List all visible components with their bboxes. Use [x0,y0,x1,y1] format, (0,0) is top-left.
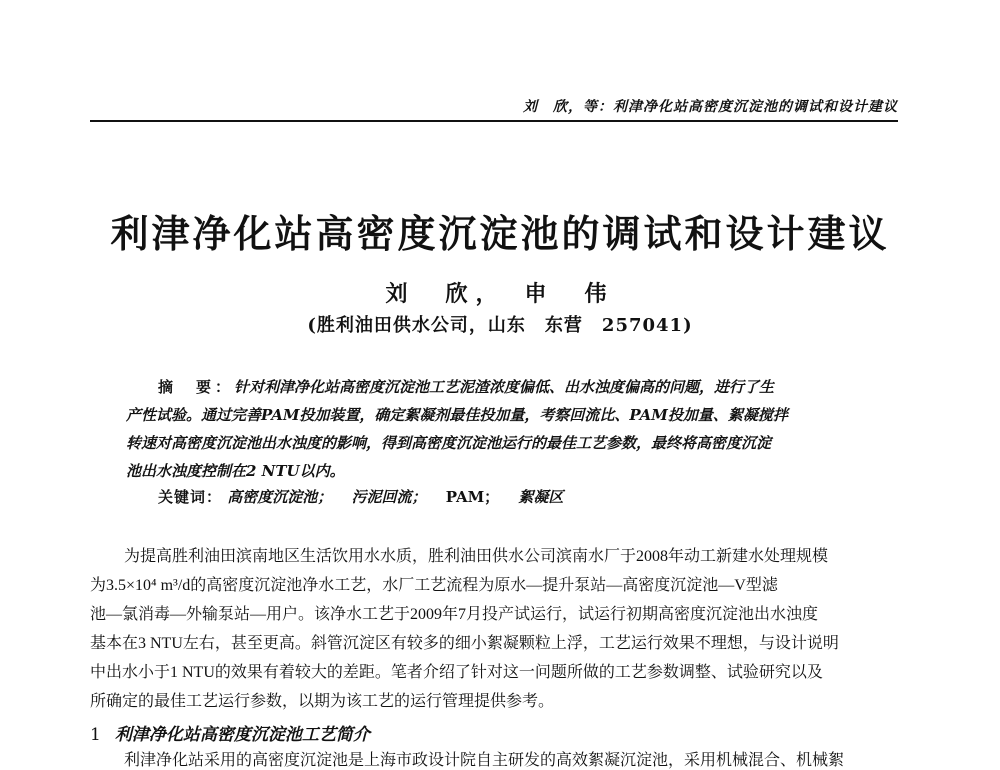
abstract [126,373,872,485]
authors: 刘 欣， 申 伟 [385,281,615,307]
header-rule [90,120,898,122]
keyword: PAM； [445,488,500,506]
body-line-cutoff: 利津净化站采用的高密度沉淀池是上海市政设计院自主研发的高效絮凝沉淀池，采用机械混合、机械絮 [124,752,845,769]
keyword: 絮凝区 [518,488,564,506]
body-line: 中出水小于1 NTU的效果有着较大的差距。笔者介绍了针对这一问题所做的工艺参数调整、试验研究以及 [90,664,823,681]
keywords [158,486,577,507]
abstract-line: 池出水浊度控制在2 NTU以内。 [126,462,345,480]
abstract-line: 产性试验。通过完善PAM投加装置，确定絮凝剂最佳投加量，考察回流比、PAM投加量、絮凝搅拌 [126,406,788,424]
section-title: 利津净化站高密度沉淀池工艺简介 [114,725,370,745]
keywords-label: 关键词： [158,488,223,506]
section-number: 1 [90,725,101,745]
abstract-label: 摘 要： [158,378,235,396]
affiliation: (胜利油田供水公司，山东 东营 257041) [307,315,693,336]
keyword: 污泥回流； [351,488,427,506]
paper-title: 利津净化站高密度沉淀池的调试和设计建议 [110,211,890,256]
running-head: 刘 欣，等：利津净化站高密度沉淀池的调试和设计建议 [523,99,898,115]
abstract-line: 转速对高密度沉淀池出水浊度的影响，得到高密度沉淀池运行的最佳工艺参数，最终将高密度沉淀 [126,434,772,452]
body-line: 为3.5×10⁴ m³/d的高密度沉淀池净水工艺，水厂工艺流程为原水—提升泵站—高密度沉淀池—V型滤 [90,577,778,594]
body-line: 基本在3 NTU左右，甚至更高。斜管沉淀区有较多的细小絮凝颗粒上浮，工艺运行效果不理想，与设计说明 [90,635,839,652]
body-line: 所确定的最佳工艺运行参数，以期为该工艺的运行管理提供参考。 [90,693,555,710]
abstract-line [126,373,872,401]
body-line: 为提高胜利油田滨南地区生活饮用水水质，胜利油田供水公司滨南水厂于2008年动工新建水处理规模 [124,548,829,565]
body-paragraph [90,542,902,716]
keyword: 高密度沉淀池； [227,488,333,506]
body-line: 池—氯消毒—外输泵站—用户。该净水工艺于2009年7月投产试运行，试运行初期高密度沉淀池出水浊度 [90,606,819,623]
abstract-text: 针对利津净化站高密度沉淀池工艺泥渣浓度偏低、出水浊度偏高的问题，进行了生 [234,378,775,396]
section-heading [90,720,370,745]
